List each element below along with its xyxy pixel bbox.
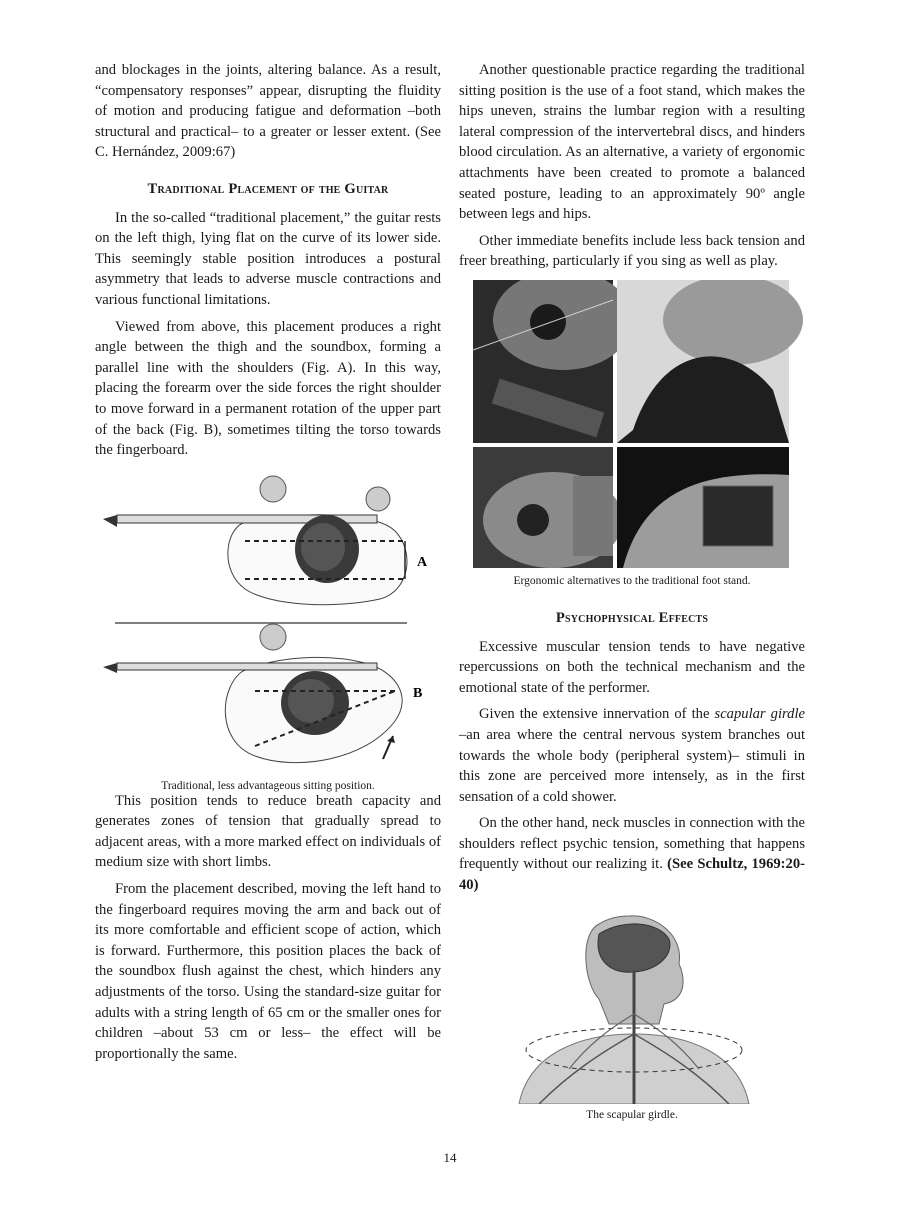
paragraph-after-figure-1: This position tends to reduce breath capacity and generates zones of tension that gradually spread to adjacent areas, with a more marked effect on individuals of medium size with short limbs. [95, 792, 441, 871]
scapular-girdle-illustration [459, 904, 805, 1104]
ergonomic-photo-grid [473, 280, 819, 570]
photo-top-right [617, 280, 803, 443]
photo-bottom-left [473, 447, 623, 568]
left-column [95, 60, 441, 1070]
figure-traditional-position [95, 471, 441, 791]
paragraph-psycho-1: Excessive muscular tension tends to have negative repercussions on both the technical mechanism and the emotional state of the performer. [459, 638, 805, 696]
paragraph-traditional-1: In the so-called “traditional placement,” the guitar rests on the left thigh, lying flat on the curve of its lower side. This seemingly stable position introduces a postural asymmetry that leads to adverse muscle contractions and various functional limitations. [95, 209, 441, 308]
psycho-3-text: On the other hand, neck muscles in connection with the shoulders reflect psychic tension, something that happens frequently without our realizing it. [459, 815, 805, 873]
psycho-2-start: Given the extensive innervation of the [479, 706, 715, 723]
figure-scapular-girdle [459, 904, 805, 1122]
paragraph-footstand-1: Another questionable practice regarding the traditional sitting position is the use of a foot stand, which makes the hips uneven, strains the lumbar region with a resulting lateral compression of the intervertebral discs, and hinders blood circulation. As an alternative, a variety of ergonomic attachments have been created to promote a balanced seated posture, leading to an approximately 90º angle between legs and hips. [459, 62, 805, 223]
paragraph-psycho-3 [459, 813, 805, 895]
paragraph-footstand-2: Other immediate benefits include less back tension and freer breathing, particularly if you sing as well as play. [459, 232, 805, 270]
figure-label-b: B [413, 685, 423, 701]
figure-a-drawing [103, 476, 407, 605]
photo-caption-ergonomic: Ergonomic alternatives to the traditional foot stand. [513, 574, 751, 587]
paragraph-after-figure-2: From the placement described, moving the left hand to the fingerboard requires moving the arm and back out of its more comfortable and efficient scope of action, which is forward. Furthermore, this position places the back of the soundbox flush against the chest, which hinders any adjustments of the torso. Using the standard-size guitar for adults with a string length of 65 cm or the smaller ones for children –about 53 cm or less– the effect will be proportionally the same. [95, 881, 441, 1062]
figure-b-drawing [103, 624, 402, 763]
heading-psychophysical-effects: Psychophysical Effects [555, 609, 709, 626]
paragraph-psycho-2 [459, 704, 805, 807]
paragraph-traditional-2: Viewed from above, this placement produces a right angle between the thigh and the soundbox, forming a parallel line with the shoulders (Fig. A). In this way, placing the forearm over the side forces the right shoulder to move forward in a permanent rotation of the upper part of the back (Fig. B), sometimes tilting the torso towards the fingerboard. [95, 318, 441, 459]
figure-ergonomic-alternatives [459, 280, 805, 592]
psycho-2-end: –an area where the central nervous system branches out towards the whole body (peripheral system)– stimuli in this zone are perceived more intensely, as in the first sensation of a cold shower. [459, 726, 805, 805]
figure-caption-traditional: Traditional, less advantageous sitting position. [161, 779, 375, 792]
heading-traditional-placement: Traditional Placement of the Guitar [147, 180, 389, 197]
paragraph-intro: and blockages in the joints, altering balance. As a result, “compensatory responses” appear, disrupting the fluidity of motion and producing fatigue and deformation –both structural and practical– to a greater or lesser extent. (See C. Hernández, 2009:67) [95, 62, 441, 161]
figure-label-a: A [417, 554, 428, 570]
photo-top-left [473, 280, 633, 443]
right-column [459, 60, 805, 1122]
anatomy-caption: The scapular girdle. [586, 1108, 678, 1121]
psycho-2-italic-term: scapular girdle [714, 706, 805, 723]
page-number: 14 [443, 1150, 457, 1165]
traditional-position-illustration [95, 471, 441, 775]
psycho-3-citation: (See Schultz, 1969:20-40) [459, 856, 805, 894]
photo-bottom-right [617, 447, 789, 568]
